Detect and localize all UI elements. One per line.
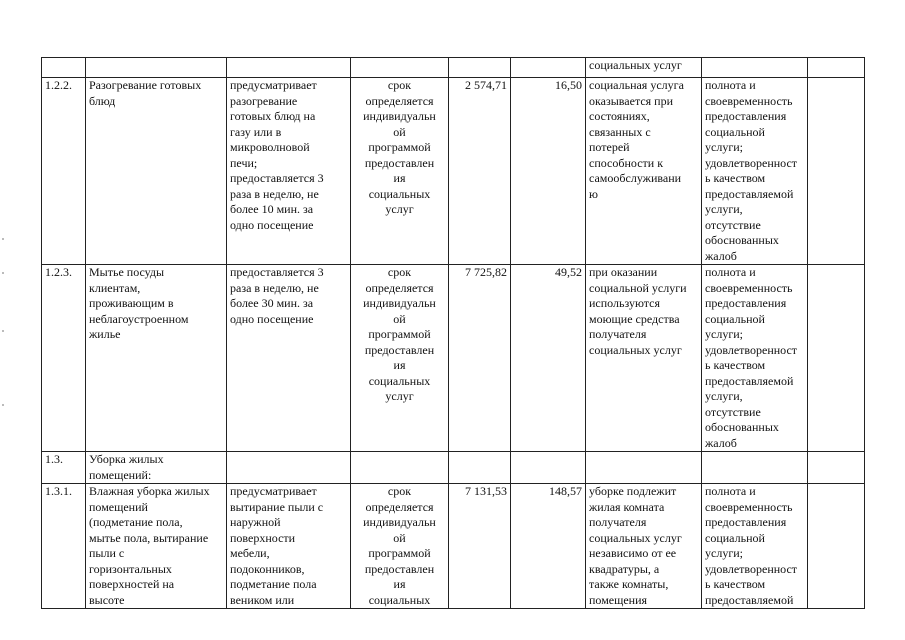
extra-column (808, 78, 865, 265)
service-conditions: социальная услуга оказывается при состояниях, связанных с потерей способности к самообслуживани ю (586, 78, 702, 265)
quality-criteria: полнота и своевременность предоставления социальной услуги; удовлетворенност ь качеством предоставляемой услуги, отсутствие обоснованных жалоб (702, 265, 808, 452)
service-name (86, 58, 227, 78)
table-row (42, 484, 865, 609)
table-row (42, 452, 865, 484)
service-conditions: при оказании социальной услуги используются моющие средства получателя социальных услуг (586, 265, 702, 452)
scan-mark (2, 404, 4, 406)
row-number: 1.2.2. (42, 78, 86, 265)
row-number: 1.2.3. (42, 265, 86, 452)
extra-column (808, 452, 865, 484)
service-term (351, 452, 449, 484)
service-tariff: 16,50 (511, 78, 586, 265)
service-price (449, 452, 511, 484)
table-row (42, 265, 865, 452)
service-description (227, 58, 351, 78)
service-price: 7 131,53 (449, 484, 511, 609)
service-description: предусматривает вытирание пыли с наружной поверхности мебели, подоконников, подметание пола веником или (227, 484, 351, 609)
service-price: 7 725,82 (449, 265, 511, 452)
extra-column (808, 484, 865, 609)
service-tariff: 148,57 (511, 484, 586, 609)
service-name: Влажная уборка жилых помещений (подметание пола, мытье пола, вытирание пыли с горизонтальных поверхностей на высоте (86, 484, 227, 609)
scan-mark (2, 238, 4, 240)
service-price (449, 58, 511, 78)
quality-criteria (702, 58, 808, 78)
service-term: срок определяется индивидуальн ой программой предоставлен ия социальных услуг (351, 78, 449, 265)
service-conditions: социальных услуг (586, 58, 702, 78)
service-tariff: 49,52 (511, 265, 586, 452)
scan-mark (2, 330, 4, 332)
row-number: 1.3. (42, 452, 86, 484)
service-description (227, 452, 351, 484)
quality-criteria: полнота и своевременность предоставления социальной услуги; удовлетворенност ь качеством предоставляемой (702, 484, 808, 609)
service-name: Мытье посуды клиентам, проживающим в неблагоустроенном жилье (86, 265, 227, 452)
service-name: Уборка жилых помещений: (86, 452, 227, 484)
table-row (42, 78, 865, 265)
service-tariff (511, 452, 586, 484)
service-price: 2 574,71 (449, 78, 511, 265)
service-term: срок определяется индивидуальн ой программой предоставлен ия социальных услуг (351, 265, 449, 452)
service-term: срок определяется индивидуальн ой программой предоставлен ия социальных (351, 484, 449, 609)
quality-criteria (702, 452, 808, 484)
service-conditions: уборке подлежит жилая комната получателя социальных услуг независимо от ее квадратуры, а также комнаты, помещения (586, 484, 702, 609)
row-number (42, 58, 86, 78)
row-number: 1.3.1. (42, 484, 86, 609)
table-row (42, 58, 865, 78)
service-description: предусматривает разогревание готовых блюд на газу или в микроволновой печи; предоставляется 3 раза в неделю, не более 10 мин. за одно посещение (227, 78, 351, 265)
extra-column (808, 58, 865, 78)
services-table (41, 57, 865, 609)
service-tariff (511, 58, 586, 78)
service-conditions (586, 452, 702, 484)
extra-column (808, 265, 865, 452)
quality-criteria: полнота и своевременность предоставления социальной услуги; удовлетворенност ь качеством предоставляемой услуги, отсутствие обоснованных жалоб (702, 78, 808, 265)
service-description: предоставляется 3 раза в неделю, не более 30 мин. за одно посещение (227, 265, 351, 452)
service-term (351, 58, 449, 78)
scan-mark (2, 272, 4, 274)
service-name: Разогревание готовых блюд (86, 78, 227, 265)
